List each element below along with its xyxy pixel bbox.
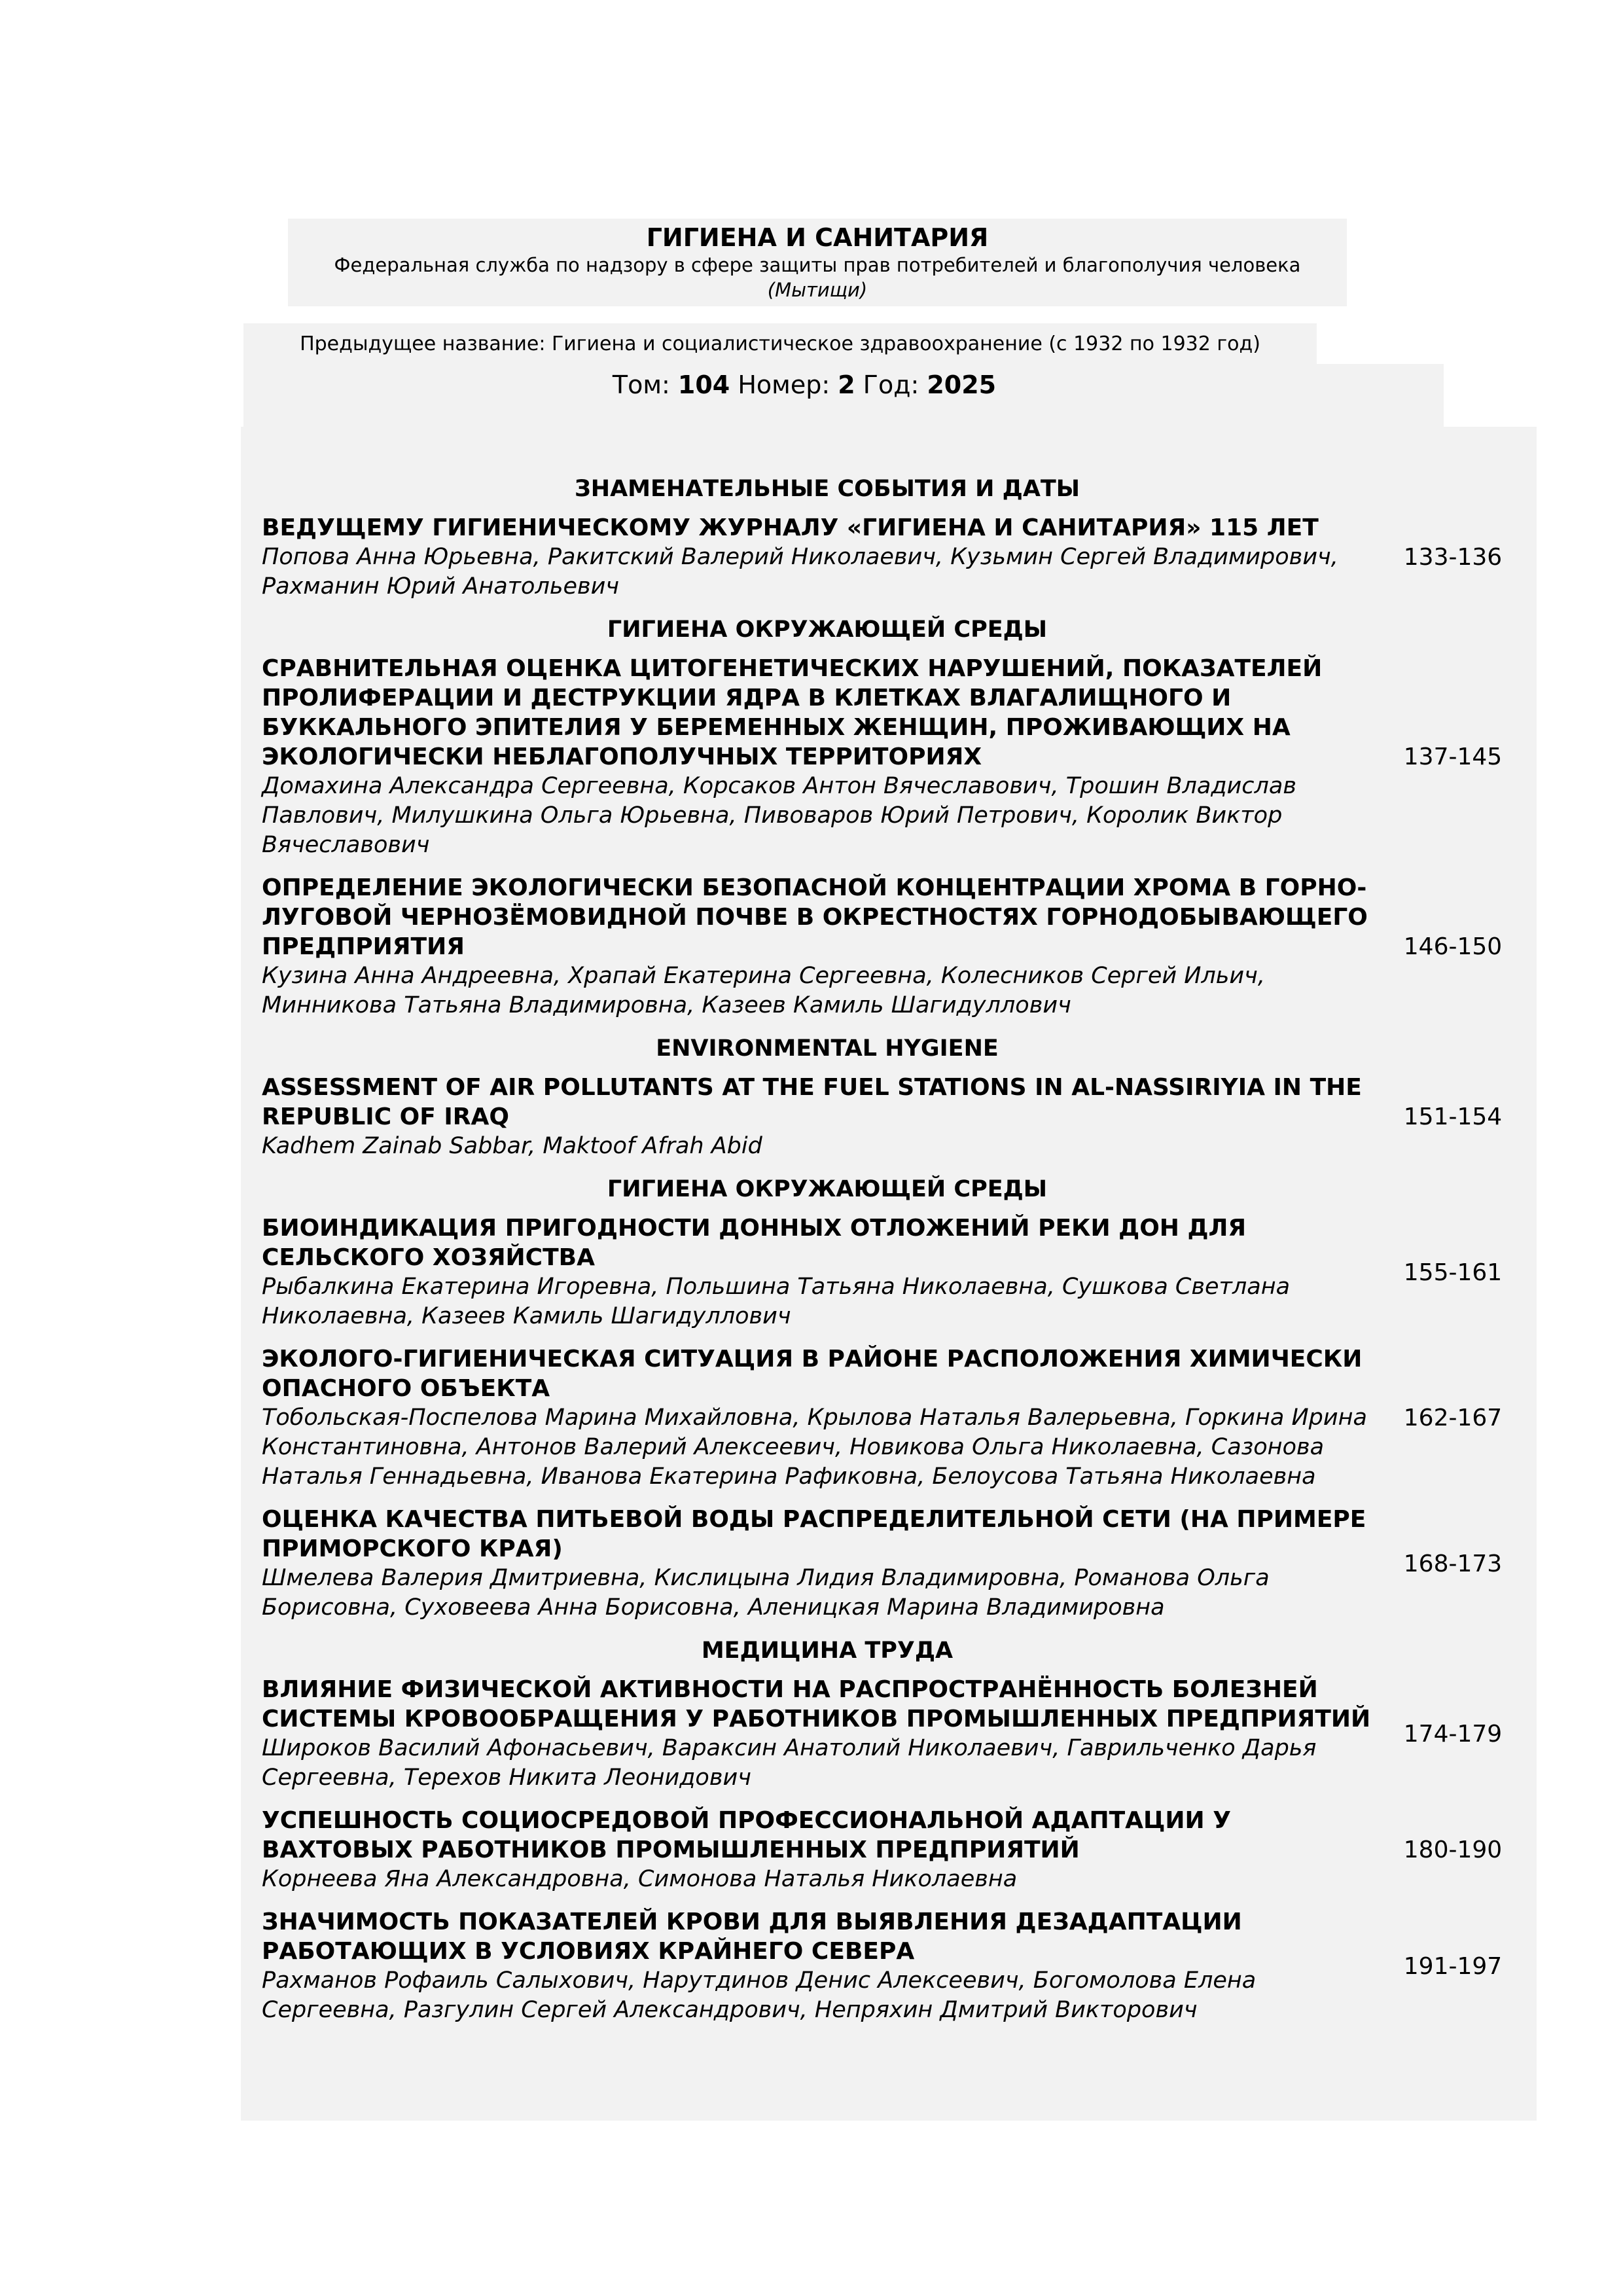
article-authors: Широков Василий Афонасьевич, Вараксин Анатолий Николаевич, Гаврильченко Дарья Сергеевна, Терехов Никита Леонидович <box>262 1735 1317 1791</box>
article-authors: Kadhem Zainab Sabbar, Maktoof Afrah Abid <box>262 1133 762 1159</box>
article-pages: 191-197 <box>1403 1952 1503 1980</box>
number-label: Номер: <box>738 370 830 399</box>
article-title[interactable]: БИОИНДИКАЦИЯ ПРИГОДНОСТИ ДОННЫХ ОТЛОЖЕНИЙ РЕКИ ДОН ДЛЯ СЕЛЬСКОГО ХОЗЯЙСТВА <box>262 1215 1247 1271</box>
article-title[interactable]: ОЦЕНКА КАЧЕСТВА ПИТЬЕВОЙ ВОДЫ РАСПРЕДЕЛИТЕЛЬНОЙ СЕТИ (НА ПРИМЕРЕ ПРИМОРСКОГО КРАЯ) <box>262 1506 1366 1562</box>
article-authors: Рыбалкина Екатерина Игоревна, Польшина Татьяна Николаевна, Сушкова Светлана Николаевна, Казеев Камиль Шагидуллович <box>262 1274 1291 1329</box>
article-title[interactable]: ОПРЕДЕЛЕНИЕ ЭКОЛОГИЧЕСКИ БЕЗОПАСНОЙ КОНЦЕНТРАЦИИ ХРОМА В ГОРНО-ЛУГОВОЙ ЧЕРНОЗЁМОВИДНОЙ ПОЧВЕ В ОКРЕСТНОСТЯХ ГОРНОДОБЫВАЮЩЕГО ПРЕДПРИЯТИЯ <box>262 874 1368 960</box>
article-pages: 146-150 <box>1403 933 1503 960</box>
number-value: 2 <box>838 370 855 399</box>
article-title[interactable]: ASSESSMENT OF AIR POLLUTANTS AT THE FUEL STATIONS IN AL-NASSIRIYIA IN THE REPUBLIC OF IRAQ <box>262 1074 1362 1130</box>
article-pages: 180-190 <box>1403 1837 1503 1863</box>
year-label: Год: <box>863 370 919 399</box>
article-entry <box>241 1213 1537 1331</box>
article-authors: Кузина Анна Андреевна, Храпай Екатерина Сергеевна, Колесников Сергей Ильич, Минникова Татьяна Владимировна, Казеев Камиль Шагидуллович <box>262 963 1265 1018</box>
section-heading: ГИГИЕНА ОКРУЖАЮЩЕЙ СРЕДЫ <box>607 617 1048 643</box>
article-title[interactable]: УСПЕШНОСТЬ СОЦИОСРЕДОВОЙ ПРОФЕССИОНАЛЬНОЙ АДАПТАЦИИ У ВАХТОВЫХ РАБОТНИКОВ ПРОМЫШЛЕННЫХ ПРЕДПРИЯТИЙ <box>262 1807 1231 1863</box>
article-pages: 155-161 <box>1403 1259 1503 1286</box>
article-title[interactable]: ВЕДУЩЕМУ ГИГИЕНИЧЕСКОМУ ЖУРНАЛУ «ГИГИЕНА И САНИТАРИЯ» 115 ЛЕТ <box>262 514 1319 541</box>
article-entry <box>241 873 1537 1020</box>
journal-title: ГИГИЕНА И САНИТАРИЯ <box>646 223 989 252</box>
section-heading: ENVIRONMENTAL HYGIENE <box>656 1035 999 1062</box>
article-entry <box>241 513 1537 601</box>
previous-name: Предыдущее название: Гигиена и социалистическое здравоохранение (с 1932 по 1932 год) <box>300 332 1260 355</box>
article-pages: 133-136 <box>1403 544 1503 571</box>
year-value: 2025 <box>927 370 997 399</box>
volume-label: Том: <box>612 370 670 399</box>
article-entry <box>241 654 1537 860</box>
section-heading: ГИГИЕНА ОКРУЖАЮЩЕЙ СРЕДЫ <box>607 1176 1048 1202</box>
article-authors: Попова Анна Юрьевна, Ракитский Валерий Николаевич, Кузьмин Сергей Владимирович, Рахманин Юрий Анатольевич <box>262 544 1338 600</box>
article-entry <box>241 1505 1537 1623</box>
journal-publisher: Федеральная служба по надзору в сфере защиты прав потребителей и благополучия человека <box>334 254 1301 276</box>
journal-header <box>288 219 1347 306</box>
article-entry <box>241 1907 1537 2025</box>
article-pages: 137-145 <box>1403 744 1503 770</box>
journal-city: (Мытищи) <box>767 279 868 301</box>
article-pages: 168-173 <box>1403 1550 1503 1577</box>
section-heading: МЕДИЦИНА ТРУДА <box>701 1638 954 1664</box>
table-of-contents <box>241 427 1537 2121</box>
article-authors: Корнеева Яна Александровна, Симонова Наталья Николаевна <box>262 1866 1018 1892</box>
article-authors: Тобольская-Поспелова Марина Михайловна, Крылова Наталья Валерьевна, Горкина Ирина Константиновна, Антонов Валерий Алексеевич, Новикова Ольга Николаевна, Сазонова Наталья Геннадьевна, Иванова Екатерина Рафиковна, Белоусова Татьяна Николаевна <box>262 1405 1367 1490</box>
article-pages: 174-179 <box>1403 1720 1503 1748</box>
previous-name-box <box>243 323 1317 364</box>
article-authors: Домахина Александра Сергеевна, Корсаков Антон Вячеславович, Трошин Владислав Павлович, Милушкина Ольга Юрьевна, Пивоваров Юрий Петрович, Королик Виктор Вячеславович <box>262 773 1296 858</box>
article-authors: Шмелева Валерия Дмитриевна, Кислицына Лидия Владимировна, Романова Ольга Борисовна, Суховеева Анна Борисовна, Аленицкая Марина Владимировна <box>262 1565 1270 1621</box>
volume-value: 104 <box>677 370 730 399</box>
issue-info <box>243 364 1444 427</box>
article-title[interactable]: ЗНАЧИМОСТЬ ПОКАЗАТЕЛЕЙ КРОВИ ДЛЯ ВЫЯВЛЕНИЯ ДЕЗАДАПТАЦИИ РАБОТАЮЩИХ В УСЛОВИЯХ КРАЙНЕГО СЕВЕРА <box>262 1909 1242 1965</box>
article-title[interactable]: ЭКОЛОГО-ГИГИЕНИЧЕСКАЯ СИТУАЦИЯ В РАЙОНЕ РАСПОЛОЖЕНИЯ ХИМИЧЕСКИ ОПАСНОГО ОБЪЕКТА <box>262 1346 1363 1402</box>
article-entry <box>241 1675 1537 1793</box>
article-pages: 162-167 <box>1403 1405 1503 1431</box>
article-entry <box>241 1806 1537 1894</box>
article-authors: Рахманов Рофаиль Салыхович, Нарутдинов Денис Алексеевич, Богомолова Елена Сергеевна, Разгулин Сергей Александрович, Непряхин Дмитрий Викторович <box>262 1967 1257 2023</box>
article-title[interactable]: СРАВНИТЕЛЬНАЯ ОЦЕНКА ЦИТОГЕНЕТИЧЕСКИХ НАРУШЕНИЙ, ПОКАЗАТЕЛЕЙ ПРОЛИФЕРАЦИИ И ДЕСТРУКЦИИ ЯДРА В КЛЕТКАХ ВЛАГАЛИЩНОГО И БУККАЛЬНОГО ЭПИТЕЛИЯ У БЕРЕМЕННЫХ ЖЕНЩИН, ПРОЖИВАЮЩИХ НА ЭКОЛОГИЧЕСКИ НЕБЛАГОПОЛУЧНЫХ ТЕРРИТОРИЯХ <box>262 655 1323 770</box>
section-heading: ЗНАМЕНАТЕЛЬНЫЕ СОБЫТИЯ И ДАТЫ <box>574 476 1080 502</box>
article-title[interactable]: ВЛИЯНИЕ ФИЗИЧЕСКОЙ АКТИВНОСТИ НА РАСПРОСТРАНЁННОСТЬ БОЛЕЗНЕЙ СИСТЕМЫ КРОВООБРАЩЕНИЯ У РАБОТНИКОВ ПРОМЫШЛЕННЫХ ПРЕДПРИЯТИЙ <box>262 1676 1371 1732</box>
article-entry <box>241 1073 1537 1161</box>
article-pages: 151-154 <box>1403 1103 1503 1130</box>
article-entry <box>241 1344 1537 1492</box>
